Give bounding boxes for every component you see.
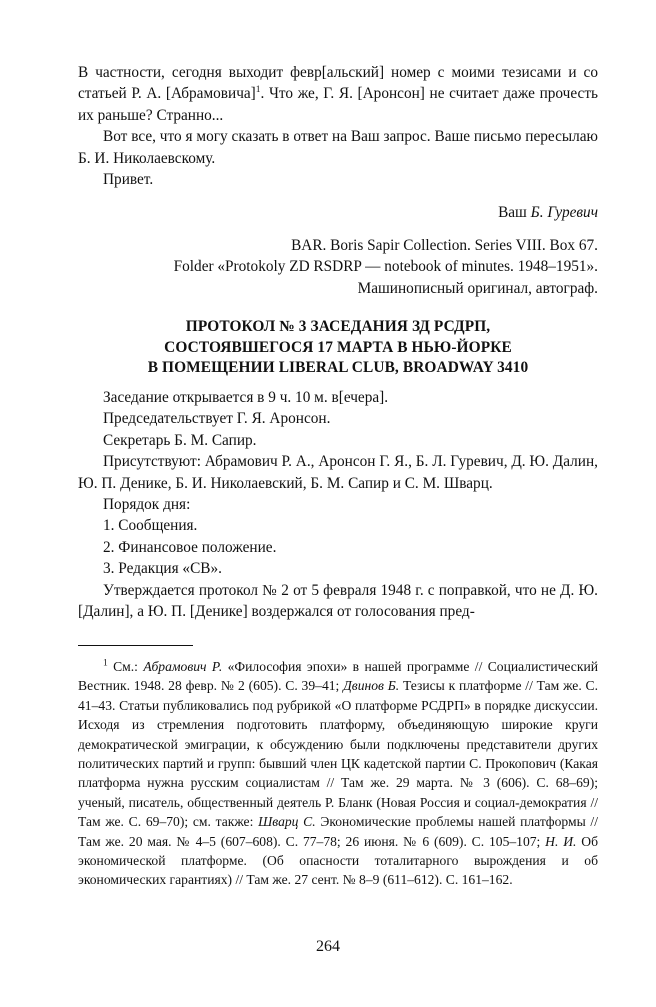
letter-greeting: Привет. bbox=[103, 171, 154, 189]
source-line-1: BAR. Boris Sapir Collection. Series VIII. Box 67. bbox=[291, 236, 598, 254]
opening-line: Заседание открывается в 9 ч. 10 м. в[ечера]. bbox=[103, 389, 389, 406]
chair-line: Председательствует Г. Я. Аронсон. bbox=[103, 410, 331, 428]
heading-line-2: СОСТОЯВШЕГОСЯ 17 МАРТА В НЬЮ-ЙОРКЕ bbox=[164, 338, 512, 356]
heading-line-1: ПРОТОКОЛ № 3 ЗАСЕДАНИЯ ЗД РСДРП, bbox=[185, 318, 491, 335]
letter-paragraph-1: В частности, сегодня выходит февр[альский] номер с моими тезисами и со статьей Р. А. [Абрамовича]$^1$. Что же, Г. Я. [Аронсон] не считает даже прочесть их раньше? Странно... bbox=[78, 64, 598, 124]
protocol-body bbox=[78, 387, 598, 622]
source-line-3: Машинописный оригинал, автограф. bbox=[357, 279, 598, 297]
footnote-divider bbox=[78, 645, 193, 646]
agenda-item: 1. Сообщения. bbox=[103, 517, 198, 535]
page-number: 264 bbox=[316, 938, 340, 955]
letter-paragraph-2: Вот все, что я могу сказать в ответ на Ваш запрос. Ваше письмо пересылаю Б. И. Николаевскому. bbox=[78, 128, 598, 167]
agenda-item: 2. Финансовое положение. bbox=[103, 538, 277, 556]
footnote-number: 1 bbox=[103, 658, 108, 669]
secretary-line: Секретарь Б. М. Сапир. bbox=[103, 431, 257, 449]
archival-source bbox=[78, 235, 598, 299]
heading-line-3: В ПОМЕЩЕНИИ LIBERAL CLUB, BROADWAY 3410 bbox=[147, 359, 529, 377]
footnote-reference: 1 bbox=[255, 85, 261, 96]
footnote bbox=[78, 657, 598, 890]
letter-text bbox=[78, 62, 598, 299]
letter-signature: Ваш Б. Гуревич bbox=[498, 204, 598, 222]
agenda-item: 3. Редакция «СВ». bbox=[103, 560, 222, 578]
protocol-heading bbox=[78, 317, 598, 379]
agenda-title: Порядок дня: bbox=[103, 496, 191, 514]
footnote-text: $^1$ См.: Абрамович Р. «Философия эпохи» в нашей программе // Социалистический Вестник. 1948. 28 февр. № 2 (605). С. 39–41; Двинов Б. Тезисы к платформе // Там же. С. 41–43. Статьи публиковались под рубрикой «О платформе РСДРП» в порядке дискуссии. Исходя из стремления подготовить платформу, объединяющую широкие круги демократической эмиграции, к обсуждению были подключены представители других политических партий и групп: бывший член ЦК кадетской партии С. Прокопович (Какая платформа нужна русским социалистам // Там же. 29 марта. № 3 (606). С. 68–69); ученый, писатель, общественный деятель Р. Бланк (Новая Россия и социал-демократия // Там же. С. 69–70); см. также: Шварц С. Экономические проблемы нашей платформы // Там же. 20 мая. № 4–5 (607–608). С. 77–78; 26 июня. № 6 (609). С. 105–107; Н. И. Об экономической платформе. (Об опасности тоталитарного вырождения и об экономических гарантиях) // Там же. 27 сент. № 8–9 (611–612). С. 161–162. bbox=[78, 658, 598, 888]
approval-paragraph: Утверждается протокол № 2 от 5 февраля 1948 г. с поправкой, что не Д. Ю. [Далин], а Ю. П. [Денике] воздержался от голосования пред- bbox=[78, 581, 598, 621]
attendees-paragraph: Присутствуют: Абрамович Р. А., Аронсон Г. Я., Б. Л. Гуревич, Д. Ю. Далин, Ю. П. Денике, Б. И. Николаевский, Б. М. Сапир и С. М. Шварц. bbox=[78, 453, 598, 492]
source-line-2: Folder «Protokoly ZD RSDRP — notebook of minutes. 1948–1951». bbox=[173, 258, 598, 276]
